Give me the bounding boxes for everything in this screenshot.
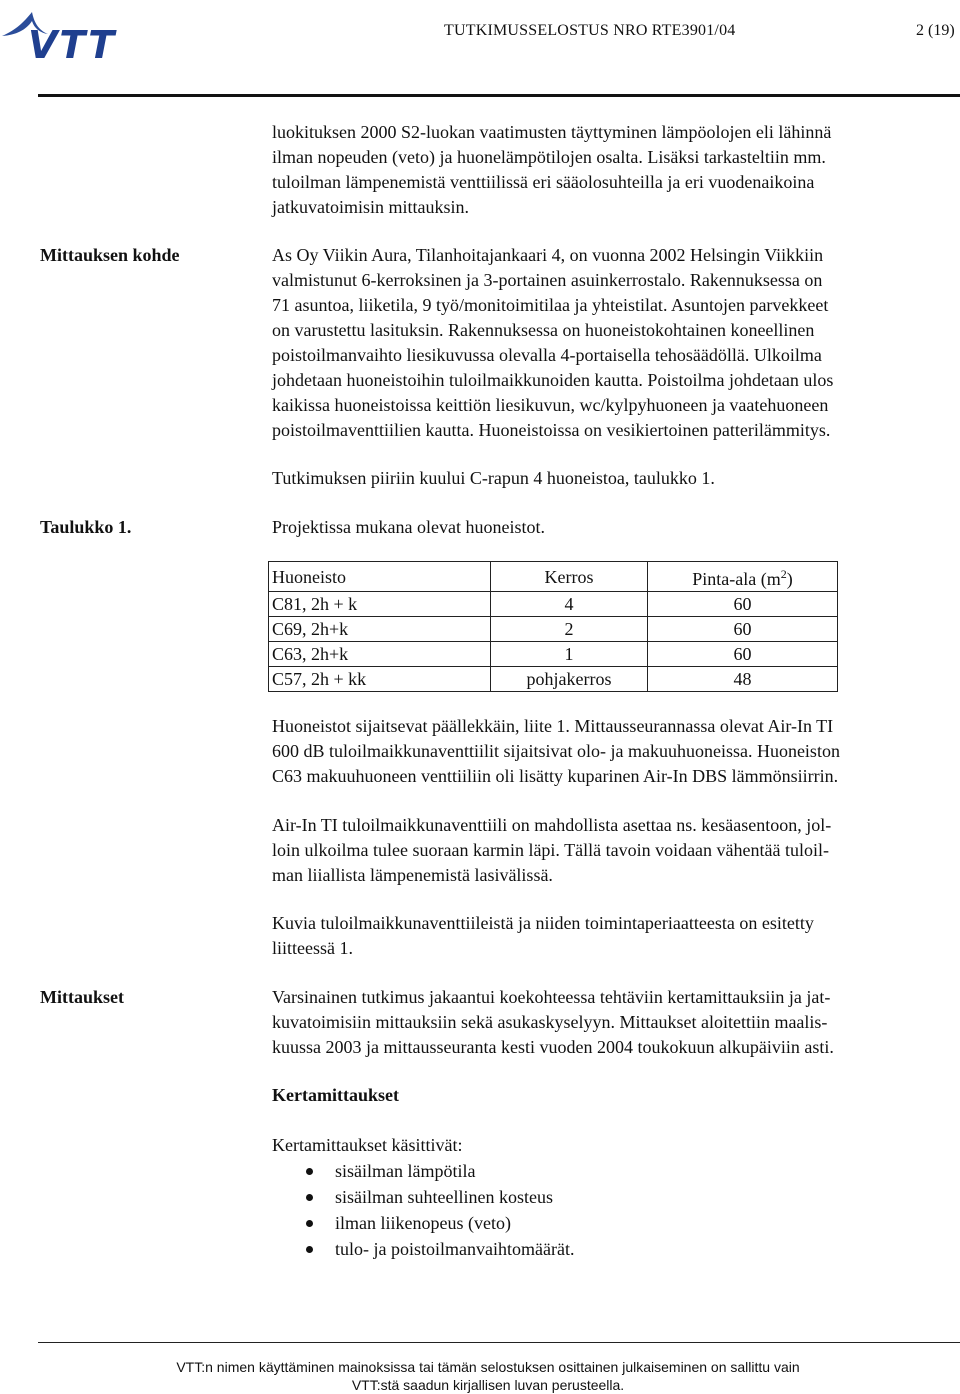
kohde-paragraph: [272, 243, 952, 443]
header-cell: [648, 562, 838, 592]
text-line: liitteessä 1.: [272, 938, 353, 958]
placement-paragraph: [272, 714, 952, 789]
text-line: Varsinainen tutkimus jakaantui koekohteessa tehtäviin kertamittauksiin ja jat-: [272, 987, 831, 1007]
header-cell: Kerros: [491, 562, 648, 592]
table-cell: 60: [648, 642, 838, 667]
list-item-text: ilman liikenopeus (veto): [335, 1213, 511, 1233]
text-line: Huoneistot sijaitsevat päällekkäin, liite 1. Mittausseurannassa olevat Air-In TI: [272, 716, 834, 736]
subheading-kertamittaukset: Kertamittaukset: [272, 1085, 399, 1105]
text-line: 600 dB tuloilmaikkunaventtiilit sijaitsivat olo- ja makuuhuoneissa. Huoneiston: [272, 741, 840, 761]
bullet-icon: [306, 1246, 313, 1253]
logo-wordmark: VTT: [28, 23, 117, 62]
summer-position-paragraph: [272, 813, 952, 888]
appendix-paragraph: [272, 911, 952, 961]
table-cell: 60: [648, 592, 838, 617]
footer-line-2: VTT:stä saadun kirjallisen luvan perusteella.: [351, 1377, 625, 1393]
footer-line-1: VTT:n nimen käyttäminen mainoksissa tai tämän selostuksen osittainen julkaiseminen on sallittu vain: [176, 1359, 800, 1375]
text-line: poistoilmaventtiilien kautta. Huoneistoissa on vesikiertoinen patterilämmitys.: [272, 420, 831, 440]
table-cell: pohjakerros: [491, 667, 648, 692]
list-item-text: sisäilman lämpötila: [335, 1161, 476, 1181]
mittaukset-paragraph: [272, 985, 952, 1060]
apartments-table: [268, 561, 838, 692]
header-text: Pinta-ala (m: [692, 569, 781, 589]
table-cell: 4: [491, 592, 648, 617]
list-intro: Kertamittaukset käsittivät:: [272, 1135, 463, 1155]
text-line: poistoilmanvaihto liesikuvussa olevalla 4-portaisella tehosäädöllä. Ulkoilma: [272, 345, 822, 365]
table-cell: C81, 2h + k: [269, 592, 491, 617]
text-line: kuussa 2003 ja mittausseuranta kesti vuoden 2004 toukokuun alkupäiviin asti.: [272, 1037, 834, 1057]
list-item-text: tulo- ja poistoilmanvaihtomäärät.: [335, 1239, 575, 1259]
bullet-icon: [306, 1168, 313, 1175]
table-label: Taulukko 1.: [40, 517, 132, 537]
list-item: [272, 1210, 574, 1236]
text-line: man liiallista lämpenemistä lasivälissä.: [272, 865, 553, 885]
table-cell: C63, 2h+k: [269, 642, 491, 667]
section-heading-kohde: Mittauksen kohde: [40, 245, 180, 265]
table-cell: 2: [491, 617, 648, 642]
text-line: 71 asuntoa, liiketila, 9 työ/monitoimitilaa ja yhteistilat. Asuntojen parvekkeet: [272, 295, 829, 315]
text-line: johdetaan huoneistoihin tuloilmaikkunoiden kautta. Poistoilma johdetaan ulos: [272, 370, 834, 390]
text-line: ilman nopeuden (veto) ja huonelämpötilojen osalta. Lisäksi tarkasteltiin mm.: [272, 147, 826, 167]
page-number: 2 (19): [916, 22, 955, 39]
list-item: [272, 1158, 574, 1184]
bullet-icon: [306, 1220, 313, 1227]
text-line: on varustettu lasituksin. Rakennuksessa on huoneistokohtainen koneellinen: [272, 320, 815, 340]
footer-divider: [38, 1342, 960, 1343]
text-line: C63 makuuhuoneen venttiiliin oli lisätty kuparinen Air-In DBS lämmönsiirrin.: [272, 766, 839, 786]
superscript: 2: [780, 567, 787, 581]
text-line: loin ulkoilma tulee suoraan karmin läpi. Tällä tavoin voidaan vähentää tuloil-: [272, 840, 830, 860]
list-item-text: sisäilman suhteellinen kosteus: [335, 1187, 553, 1207]
text-line: Kuvia tuloilmaikkunaventtiileistä ja niiden toimintaperiaatteesta on esitetty: [272, 913, 814, 933]
list-item: [272, 1236, 574, 1262]
table-row: [269, 617, 838, 642]
table-cell: C69, 2h+k: [269, 617, 491, 642]
table-caption: Projektissa mukana olevat huoneistot.: [272, 517, 545, 537]
intro-paragraph: [272, 120, 952, 220]
table-cell: 48: [648, 667, 838, 692]
text-line: luokituksen 2000 S2-luokan vaatimusten täyttyminen lämpöolojen eli lähinnä: [272, 122, 832, 142]
text-line: valmistunut 6-kerroksinen ja 3-portainen asuinkerrostalo. Rakennuksessa on: [272, 270, 823, 290]
header-text: ): [786, 569, 793, 589]
table-row: [269, 592, 838, 617]
text-line: As Oy Viikin Aura, Tilanhoitajankaari 4, on vuonna 2002 Helsingin Viikkiin: [272, 245, 824, 265]
header-cell: Huoneisto: [269, 562, 491, 592]
report-title: TUTKIMUSSELOSTUS NRO RTE3901/04: [444, 22, 736, 39]
table-cell: 1: [491, 642, 648, 667]
table-header-row: [269, 562, 838, 592]
list-item: [272, 1184, 574, 1210]
scope-sentence: Tutkimuksen piiriin kuului C-rapun 4 huoneistoa, taulukko 1.: [272, 468, 715, 488]
vtt-logo: [0, 4, 142, 62]
table-cell: 60: [648, 617, 838, 642]
bullet-icon: [306, 1194, 313, 1201]
text-line: Air-In TI tuloilmaikkunaventtiili on mahdollista asettaa ns. kesäasentoon, jol-: [272, 815, 832, 835]
table-row: [269, 667, 838, 692]
header-divider: [38, 94, 960, 97]
measurement-list: [272, 1158, 574, 1262]
text-line: kaikissa huoneistoissa keittiön liesikuvun, wc/kylpyhuoneen ja vaatehuoneen: [272, 395, 829, 415]
table-cell: C57, 2h + kk: [269, 667, 491, 692]
text-line: jatkuvatoimisin mittauksin.: [272, 197, 469, 217]
table-row: [269, 642, 838, 667]
text-line: tuloilman lämpenemistä venttiilissä eri sääolosuhteilla ja eri vuodenaikoina: [272, 172, 815, 192]
section-heading-mittaukset: Mittaukset: [40, 987, 124, 1007]
text-line: kuvatoimisiin mittauksiin sekä asukaskyselyyn. Mittaukset aloitettiin maalis-: [272, 1012, 828, 1032]
